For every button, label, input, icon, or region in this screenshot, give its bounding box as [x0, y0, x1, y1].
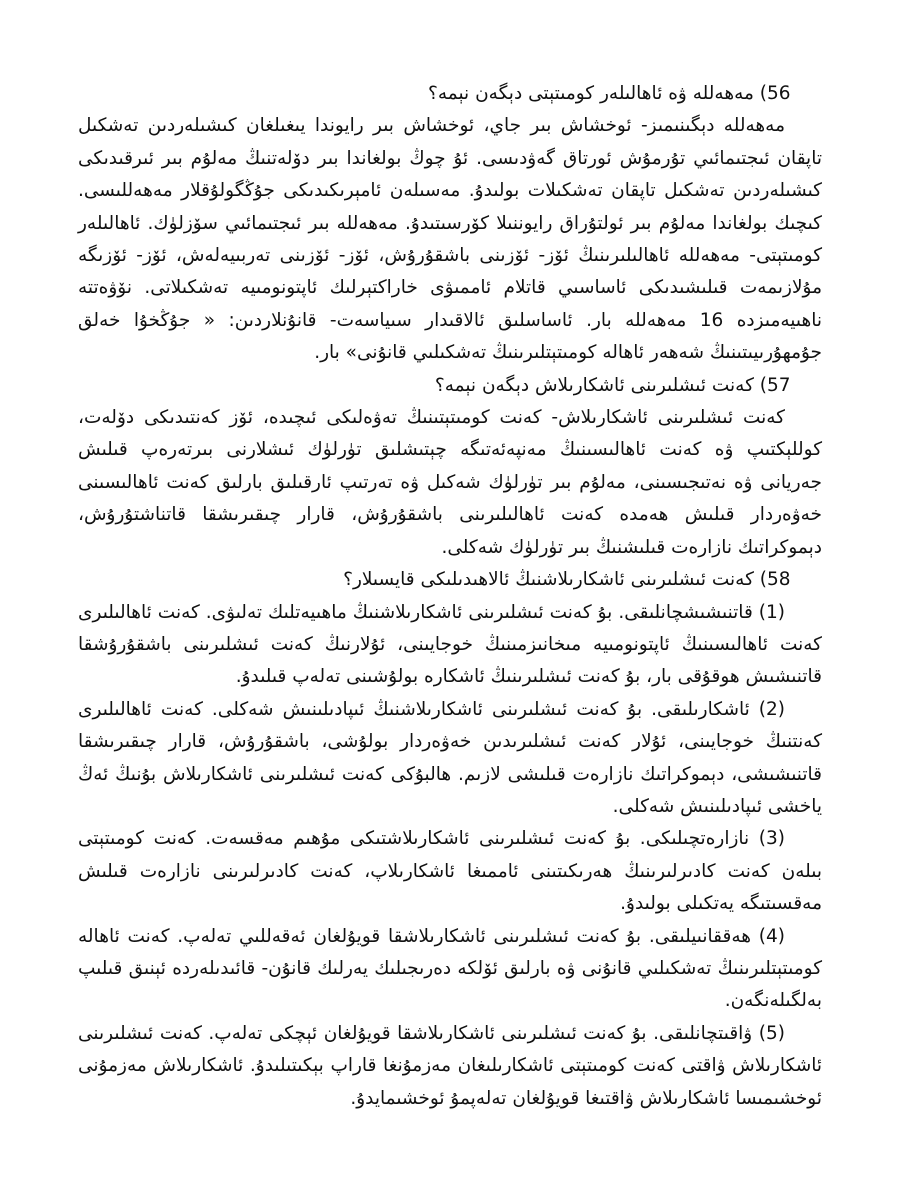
answer-58-item-4: (4) ھەققانىيلىقى. بۇ كەنت ئىشلىرىنى ئاشكارىلاشقا قويۇلغان ئەقەللىي تەلەپ. كەنت ئاھالە كومىتېتلىرىنىڭ تەشكىلىي قانۇنى ۋە بارلىق ئۆلكە دەرىجىلىك يەرلىك قانۇن- قائىدىلەردە ئېنىق قىلىپ بەلگىلەنگەن. — [78, 925, 822, 1012]
answer-58-item-5: (5) ۋاقىتچانلىقى. بۇ كەنت ئىشلىرىنى ئاشكارىلاشقا قويۇلغان ئېچكى تەلەپ. كەنت ئىشلىرىنى ئاشكارىلاش ۋاقتى كەنت كومىتېتى ئاشكارىلىغان مەزمۇنغا قاراپ بېكىتىلىدۇ. ئاشكارىلاش مەزمۇنى ئوخشىمىسا ئاشكارىلاش ۋاقتىغا قويۇلغان تەلەپمۇ ئوخشىمايدۇ. — [78, 1022, 822, 1109]
answer-58-item-3: (3) نازارەتچىلىكى. بۇ كەنت ئىشلىرىنى ئاشكارىلاشتىكى مۇھىم مەقسەت. كەنت كومىتېتى بىلەن كەنت كادىرلىرىنىڭ ھەرىكىتىنى ئاممىغا ئاشكارىلاپ، كەنت كادىرلىرىنى نازارەت قىلىش مەقسىتىگە يەتكىلى بولىدۇ. — [78, 828, 822, 915]
answer-58-item-2: (2) ئاشكارىلىقى. بۇ كەنت ئىشلىرىنى ئاشكارىلاشنىڭ ئىپادىلىنىش شەكلى. كەنت ئاھالىلىرى كەنتنىڭ خوجايىنى، ئۇلار كەنت ئىشلىرىدىن خەۋەردار بولۇشى، باشقۇرۇش، قارار چىقىرىشقا قاتنىشىشى، دېموكراتىك نازارەت قىلىشى لازىم. ھالبۇكى كەنت ئىشلىرىنى ئاشكارىلاش بۇنىڭ ئەڭ ياخشى ئىپادىلىنىش شەكلى. — [78, 698, 822, 817]
question-57-heading: 57) كەنت ئىشلىرىنى ئاشكارىلاش دېگەن نېمە؟ — [434, 374, 791, 396]
question-58-heading: 58) كەنت ئىشلىرىنى ئاشكارىلاشنىڭ ئالاھىدىلىكى قايسىلار؟ — [343, 569, 791, 591]
answer-57-paragraph: كەنت ئىشلىرىنى ئاشكارىلاش- كەنت كومىتېتىنىڭ تەۋەلىكى ئىچىدە، ئۆز كەنتىدىكى دۆلەت، كوللېكتىپ ۋە كەنت ئاھالىسىنىڭ مەنپەئەتىگە چېتىشلىق تۈرلۈك ئىشلارنى بىرتەرەپ قىلىش جەريانى ۋە نەتىجىسىنى، مەلۇم بىر تۈرلۈك شەكىل ۋە تەرتىپ ئارقىلىق بارلىق كەنت ئاھالىسىنى خەۋەردار قىلىش ھەمدە كەنت ئاھالىلىرىنى باشقۇرۇش، قارار چىقىرىشقا قاتناشتۇرۇش، دېموكراتىك نازارەت قىلىشنىڭ بىر تۈرلۈك شەكلى. — [78, 407, 822, 558]
document-page — [78, 78, 822, 1160]
answer-56-paragraph: مەھەللە دېگىنىمىز- ئوخشاش بىر جاي، ئوخشاش بىر رايوندا يىغىلغان كىشىلەردىن تەشكىل تاپقان ئىجتىمائىي تۇرمۇش ئورتاق گەۋدىسى. ئۇ چوڭ بولغاندا بىر دۆلەتنىڭ مەلۇم بىر ئىرقىدىكى كىشىلەردىن تەشكىل تاپقان تەشكىلات بولىدۇ. مەسىلەن ئامېرىكىدىكى جۇڭگولۇقلار مەھەللىسى. كىچىك بولغاندا مەلۇم بىر ئولتۇراق رايوننىلا كۆرسىتىدۇ. مەھەللە بىر ئىجتىمائىي سۆزلۈك. ئاھالىلەر كومىتېتى- مەھەللە ئاھالىلىرىنىڭ ئۆز- ئۆزىنى باشقۇرۇش، ئۆز- ئۆزىنى تەربىيەلەش، ئۆز- ئۆزىگە مۇلازىمەت قىلىشىدىكى ئاساسىي قاتلام ئاممىۋى خاراكتېرلىك ئاپتونومىيە تەشكىلاتى. نۆۋەتتە ناھىيەمىزدە 16 مەھەللە بار. ئاساسلىق ئالاقىدار سىياسەت- قانۇنلاردىن: « جۇڭخۇا خەلق جۇمھۇرىيىتىنىڭ شەھەر ئاھالە كومىتېتلىرىنىڭ تەشكىلىي قانۇنى» بار. — [78, 115, 822, 364]
question-56-heading: 56) مەھەللە ۋە ئاھالىلەر كومىتېتى دېگەن نېمە؟ — [428, 83, 791, 104]
answer-58-item-1: (1) قاتنىشىشچانلىقى. بۇ كەنت ئىشلىرىنى ئاشكارىلاشنىڭ ماھىيەتلىك تەلىۋى. كەنت ئاھالىلىرى كەنت ئاھالىسىنىڭ ئاپتونومىيە مىخانىزمىنىڭ خوجايىنى، ئۇلارنىڭ كەنت ئىشلىرىنى باشقۇرۇشقا قاتنىشىش ھوقۇقى بار، بۇ كەنت ئىشلىرىنىڭ ئاشكارە بولۇشىنى تەلەپ قىلىدۇ. — [78, 601, 822, 688]
